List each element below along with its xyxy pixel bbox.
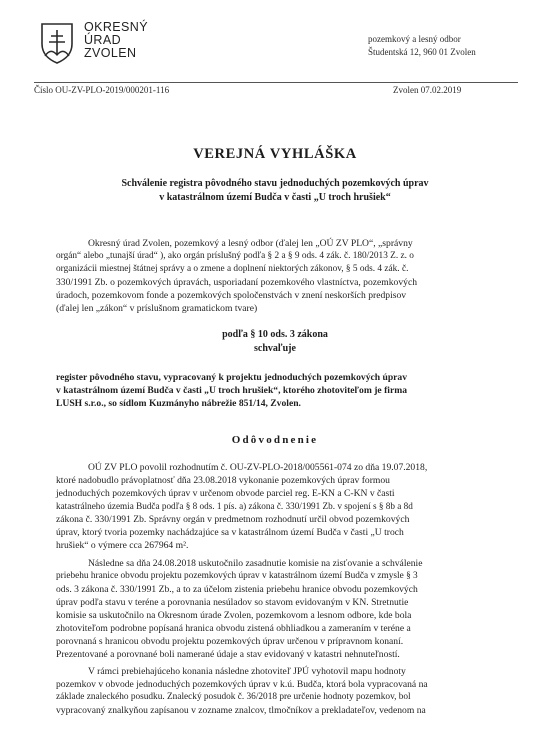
coat-of-arms-icon	[40, 22, 74, 64]
department-name: pozemkový a lesný odbor	[368, 34, 461, 44]
reasoning-line: hrušiek“ o výmere cca 267964 m².	[56, 540, 189, 551]
reasoning-line: vypracovaný znalkyňou zapísanou v zozname znalcov, tlmočníkov a prekladateľov, vedenom na	[56, 705, 426, 716]
reasoning-line: ods. 3 zákona č. 330/1991 Zb., a to za účelom zistenia priebehu hranice obvodu pozemkových	[56, 584, 418, 595]
reasoning-heading: Odôvodnenie	[231, 434, 319, 446]
document-date: Zvolen 07.02.2019	[393, 85, 462, 95]
logo-line: OKRESNÝ	[84, 20, 148, 34]
reasoning-line: komisie sa uskutočnilo na Okresnom úrade Zvolen, pozemkovom a lesnom odbore, kde bola	[56, 610, 412, 621]
reasoning-line: priebehu hranice obvodu projektu pozemkových úprav v katastrálnom území Budča v zmysle § 3	[56, 571, 418, 581]
decision-verb: schvaľuje	[254, 343, 296, 354]
reasoning-line: Prezentované a porovnané boli namerané údaje a stav evidovaný v katastri nehnuteľností.	[56, 649, 400, 660]
reasoning-line: katastrálneho územia Budča podľa § 8 ods. 1 pís. a) zákona č. 330/1991 Zb. v spojení s § 8b a 8d	[56, 501, 413, 511]
reasoning-line: zhotoviteľom podrobne popísaná hranica obvodu zistená obhliadkou a zameraním v teréne a	[56, 623, 411, 634]
legal-basis: podľa § 10 ods. 3 zákona	[222, 329, 328, 340]
decision-line: v katastrálnom území Budča v časti „U troch hrušiek“, ktorého zhotoviteľom je firma	[56, 385, 407, 396]
subtitle-line: Schválenie registra pôvodného stavu jednoduchých pozemkových úprav	[121, 178, 429, 189]
subtitle-line: v katastrálnom území Budča v časti „U troch hrušiek“	[159, 192, 391, 203]
reference-number: Číslo OU-ZV-PLO-2019/000201-116	[34, 85, 170, 95]
reasoning-line: základe znaleckého posudku. Znalecký posudok č. 36/2018 pre určenie hodnoty pozemkov, bol	[56, 692, 411, 702]
logo-line: ÚRAD	[84, 33, 122, 47]
intro-line: organizácii miestnej štátnej správy a o zmene a doplnení niektorých zákonov, § 5 ods. 4 zák. č.	[56, 264, 409, 274]
logo-line: ZVOLEN	[84, 46, 137, 60]
reasoning-line: Následne sa dňa 24.08.2018 uskutočnilo zasadnutie komisie na zisťovanie a schválenie	[88, 558, 423, 569]
office-logo-text	[84, 21, 148, 60]
reasoning-line: jednoduchých pozemkových úprav v určenom obvode parciel reg. E-KN a C-KN v časti	[56, 488, 395, 499]
reasoning-line: porovnaná s hranicou obvodu projektu pozemkových úprav určenou v prípravnom konaní.	[56, 636, 404, 647]
reasoning-line: zákona č. 330/1991 Zb. Správny orgán v predmetnom rozhodnutí určil obvod pozemkových	[56, 514, 410, 525]
decision-line: LUSH s.r.o., so sídlom Kuzmányho nábrežie 851/14, Zvolen.	[56, 398, 301, 409]
reasoning-line: úprav podľa stavu v teréne a porovnania nesúladov so stavom evidovaným v KN. Stretnutie	[56, 597, 409, 608]
document-title: VEREJNÁ VYHLÁŠKA	[193, 146, 357, 162]
reasoning-line: V rámci prebiehajúceho konania následne zhotoviteľ JPÚ vyhotovil mapu hodnoty	[88, 666, 406, 677]
office-address: Študentská 12, 960 01 Zvolen	[368, 47, 476, 57]
intro-line: úradoch, pozemkovom fonde a pozemkových spoločenstvách v znení neskorších predpisov	[56, 290, 407, 301]
intro-line: (ďalej len „zákon“ v príslušnom gramatickom tvare)	[56, 303, 258, 314]
intro-line: Okresný úrad Zvolen, pozemkový a lesný odbor (ďalej len „OÚ ZV PLO“, „správny	[88, 238, 413, 249]
reasoning-line: pozemkov v obvode jednoduchých pozemkových úprav v k.ú. Budča, ktorá bola vypracovaná na	[56, 679, 428, 690]
decision-line: register pôvodného stavu, vypracovaný k projektu jednoduchých pozemkových úprav	[56, 372, 408, 383]
reasoning-line: OÚ ZV PLO povolil rozhodnutím č. OU-ZV-PLO-2018/005561-074 zo dňa 19.07.2018,	[88, 462, 428, 473]
intro-line: 330/1991 Zb. o pozemkových úpravách, usporiadaní pozemkového vlastníctva, pozemkových	[56, 277, 418, 288]
intro-line: orgán“ alebo „tunajší úrad“ ), ako orgán príslušný podľa § 2 a § 9 ods. 4 zák. č. 180/2013 Z. z. o	[56, 251, 414, 261]
reasoning-line: úprav, ktorý tvoria pozemky nachádzajúce sa v katastrálnom území Budča v časti „U troch	[56, 527, 404, 538]
header-divider	[34, 82, 518, 83]
reasoning-line: ktoré nadobudlo právoplatnosť dňa 23.08.2018 vykonanie pozemkových úprav formou	[56, 475, 390, 486]
